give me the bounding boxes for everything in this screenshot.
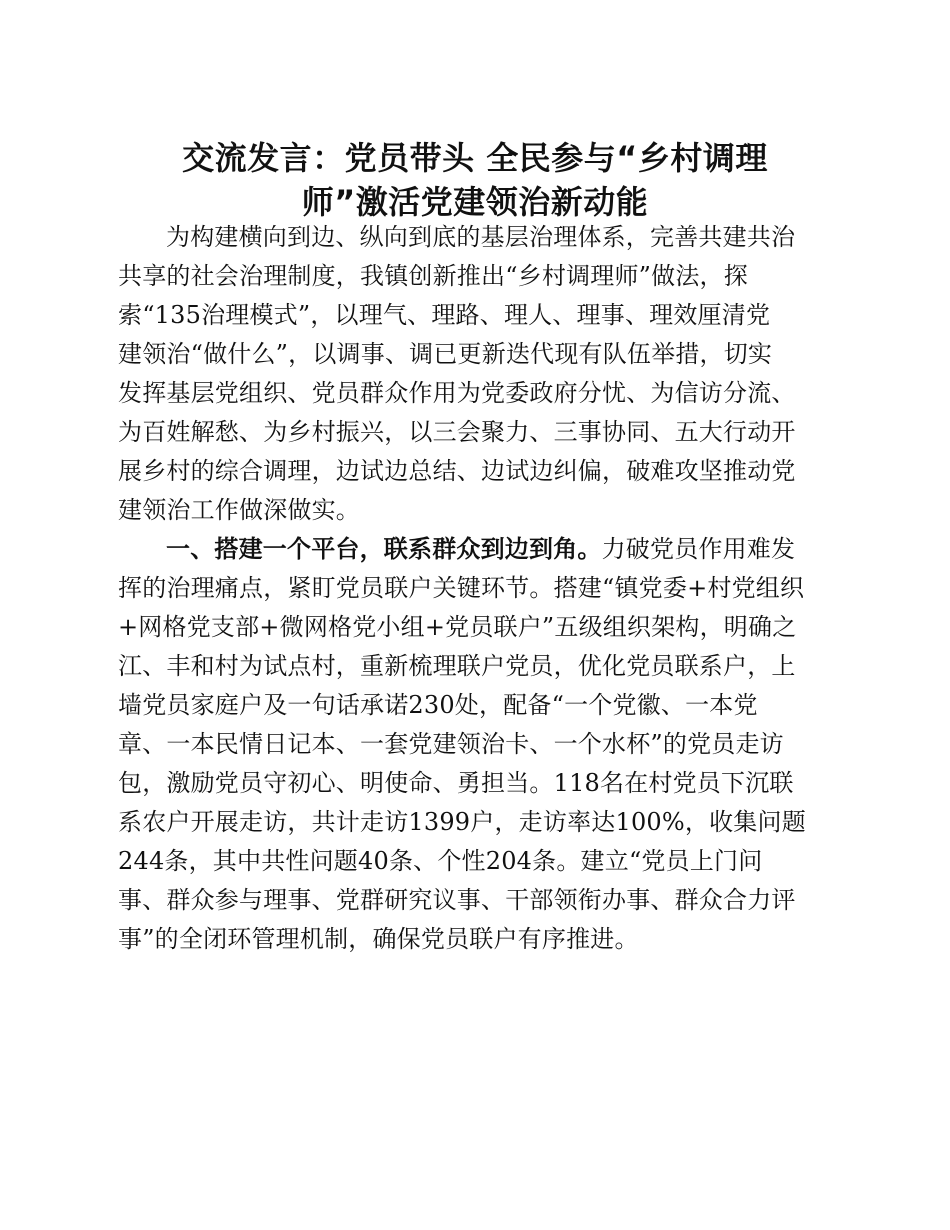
paragraph-line: 共享的社会治理制度，我镇创新推出“乡村调理师”做法，探	[118, 262, 748, 290]
paragraph-line: 江、丰和村为试点村，重新梳理联户党员，优化党员联系户，上	[118, 652, 796, 680]
paragraph-line: 索“135治理模式”，以理气、理路、理人、理事、理效厘清党	[118, 301, 771, 329]
intro-paragraph	[118, 218, 832, 530]
title-line: 交流发言：党员带头 全民参与“乡村调理	[182, 139, 768, 177]
paragraph-line: 展乡村的综合调理，边试边总结、边试边纠偏，破难攻坚推动党	[118, 457, 796, 485]
paragraph-first-line	[118, 530, 832, 569]
paragraph-line: 为百姓解愁、为乡村振兴，以三会聚力、三事协同、五大行动开	[118, 418, 796, 446]
paragraph-line: 墙党员家庭户及一句话承诺230处，配备“一个党徽、一本党	[118, 691, 758, 719]
paragraph-line: 系农户开展走访，共计走访1399户，走访率达100%，收集问题	[118, 808, 806, 836]
document-title	[120, 136, 830, 224]
paragraph-line: 建领治“做什么”，以调事、调已更新迭代现有队伍举措，切实	[118, 340, 773, 368]
paragraph-line: 挥的治理痛点，紧盯党员联户关键环节。搭建“镇党委+村党组织	[118, 574, 805, 602]
paragraph-line: 建领治工作做深做实。	[118, 496, 360, 524]
paragraph-line: +网格党支部+微网格党小组+党员联户”五级组织架构，明确之	[118, 613, 797, 641]
paragraph-line: 为构建横向到边、纵向到底的基层治理体系，完善共建共治	[166, 223, 796, 251]
paragraph-line: 事、群众参与理事、党群研究议事、干部领衔办事、群众合力评	[118, 886, 796, 914]
section-heading: 一、搭建一个平台，联系群众到边到角。	[166, 535, 602, 563]
paragraph-line: 包，激励党员守初心、明使命、勇担当。118名在村党员下沉联	[118, 769, 794, 797]
paragraph-line: 发挥基层党组织、党员群众作用为党委政府分忧、为信访分流、	[118, 379, 796, 407]
paragraph-line: 章、一本民情日记本、一套党建领治卡、一个水杯”的党员走访	[118, 730, 784, 758]
paragraph-line: 244条，其中共性问题40条、个性204条。建立“党员上门问	[118, 847, 763, 875]
title-line: 师”激活党建领治新动能	[301, 183, 649, 221]
section-one-paragraph	[118, 530, 832, 959]
heading-line-text: 力破党员作用难发	[601, 535, 796, 563]
document-body	[118, 218, 832, 959]
paragraph-line: 事”的全闭环管理机制，确保党员联户有序推进。	[118, 925, 639, 953]
